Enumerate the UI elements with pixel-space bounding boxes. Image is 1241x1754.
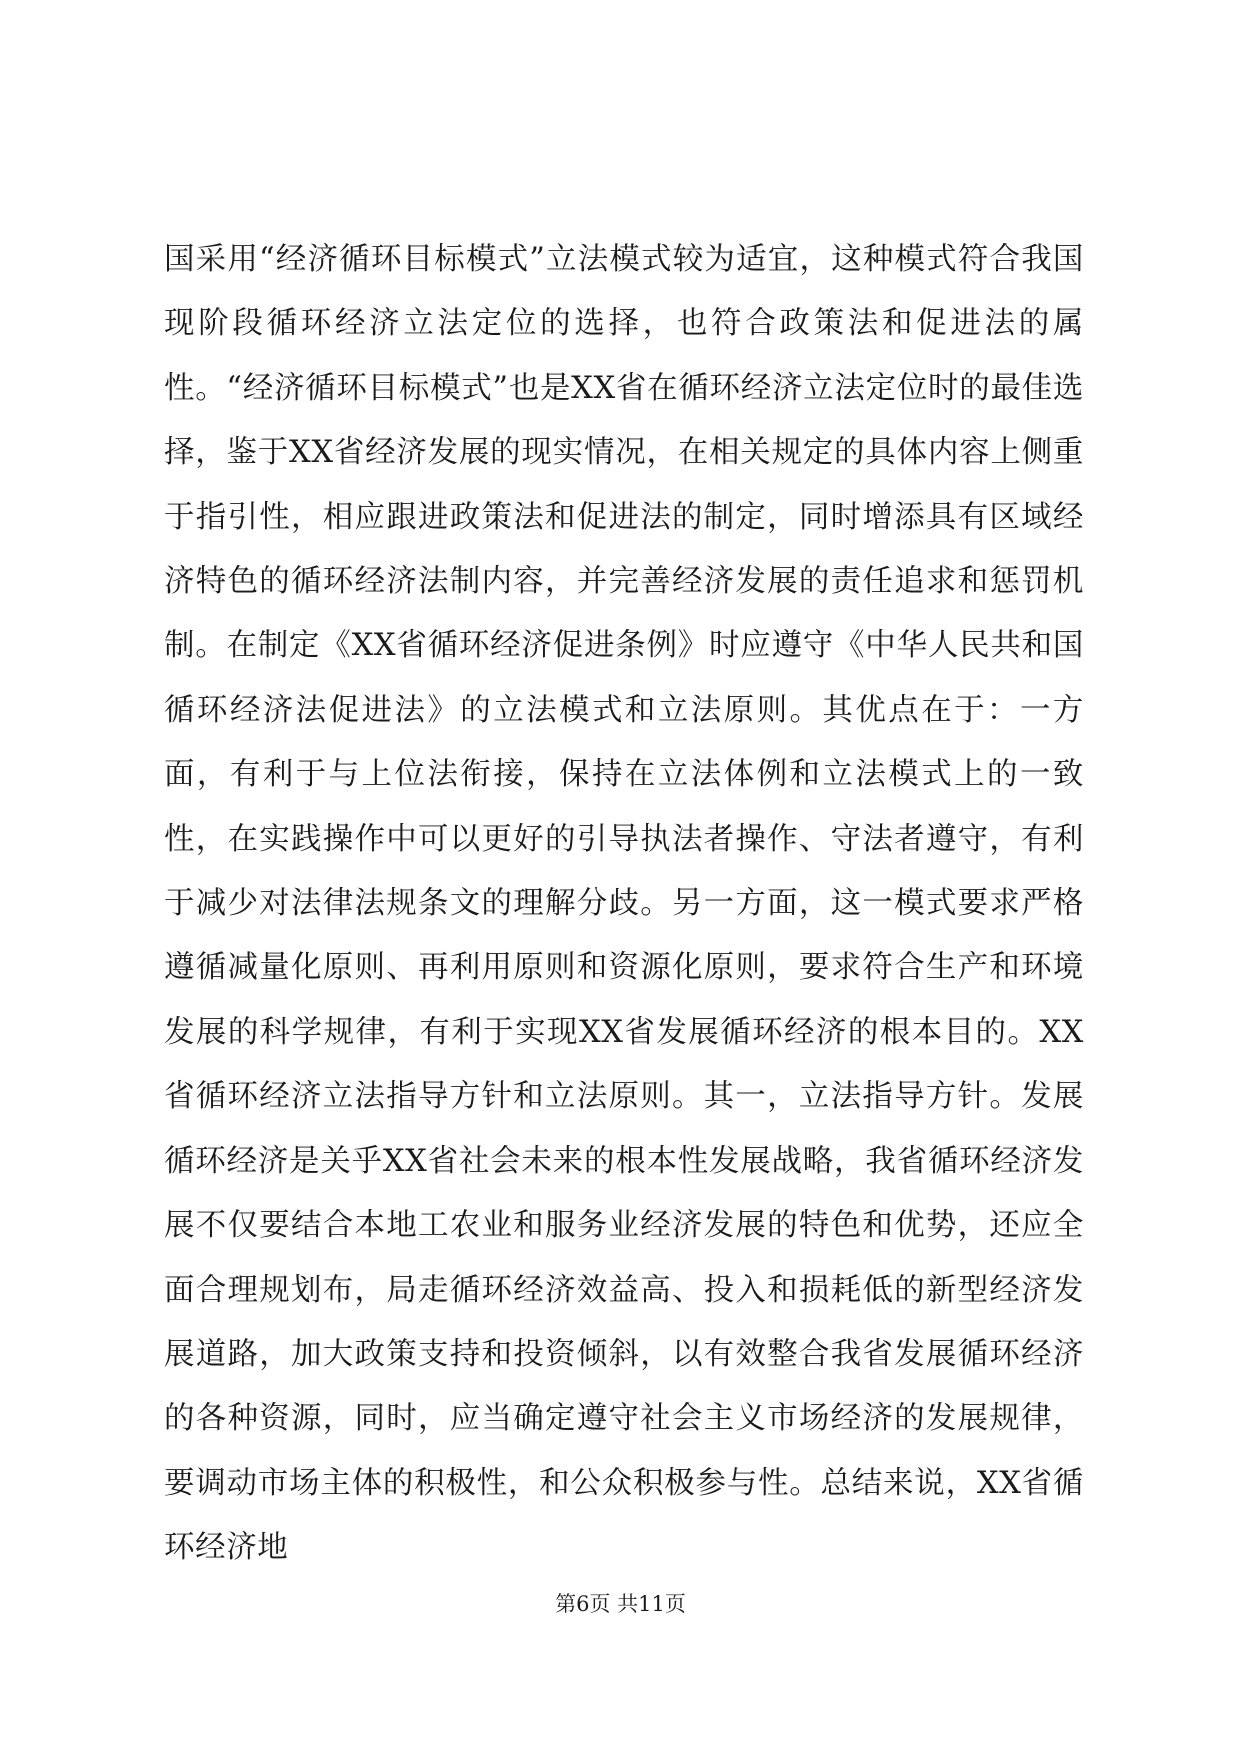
body-paragraph: 国采用“经济循环目标模式”立法模式较为适宜，这种模式符合我国现阶段循环经济立法定位的选择，也符合政策法和促进法的属性。“经济循环目标模式”也是XX省在循环经济立法定位时的最佳选择，鉴于XX省经济发展的现实情况，在相关规定的具体内容上侧重于指引性，相应跟进政策法和促进法的制定，同时增添具有区域经济特色的循环经济法制内容，并完善经济发展的责任追求和惩罚机制。在制定《XX省循环经济促进条例》时应遵守《中华人民共和国循环经济法促进法》的立法模式和立法原则。其优点在于：一方面，有利于与上位法衔接，保持在立法体例和立法模式上的一致性，在实践操作中可以更好的引导执法者操作、守法者遵守，有利于减少对法律法规条文的理解分歧。另一方面，这一模式要求严格遵循减量化原则、再利用原则和资源化原则，要求符合生产和环境发展的科学规律，有利于实现XX省发展循环经济的根本目的。XX省循环经济立法指导方针和立法原则。其一，立法指导方针。发展循环经济是关乎XX省社会未来的根本性发展战略，我省循环经济发展不仅要结合本地工农业和服务业经济发展的特色和优势，还应全面合理规划布，局走循环经济效益高、投入和损耗低的新型经济发展道路，加大政策支持和投资倾斜，以有效整合我省发展循环经济的各种资源，同时，应当确定遵守社会主义市场经济的发展规律，要调动市场主体的积极性，和公众积极参与性。总结来说，XX省循环经济地 xyxy=(164,242,1084,1566)
page-number-footer: 第6页 共11页 xyxy=(555,1592,686,1616)
